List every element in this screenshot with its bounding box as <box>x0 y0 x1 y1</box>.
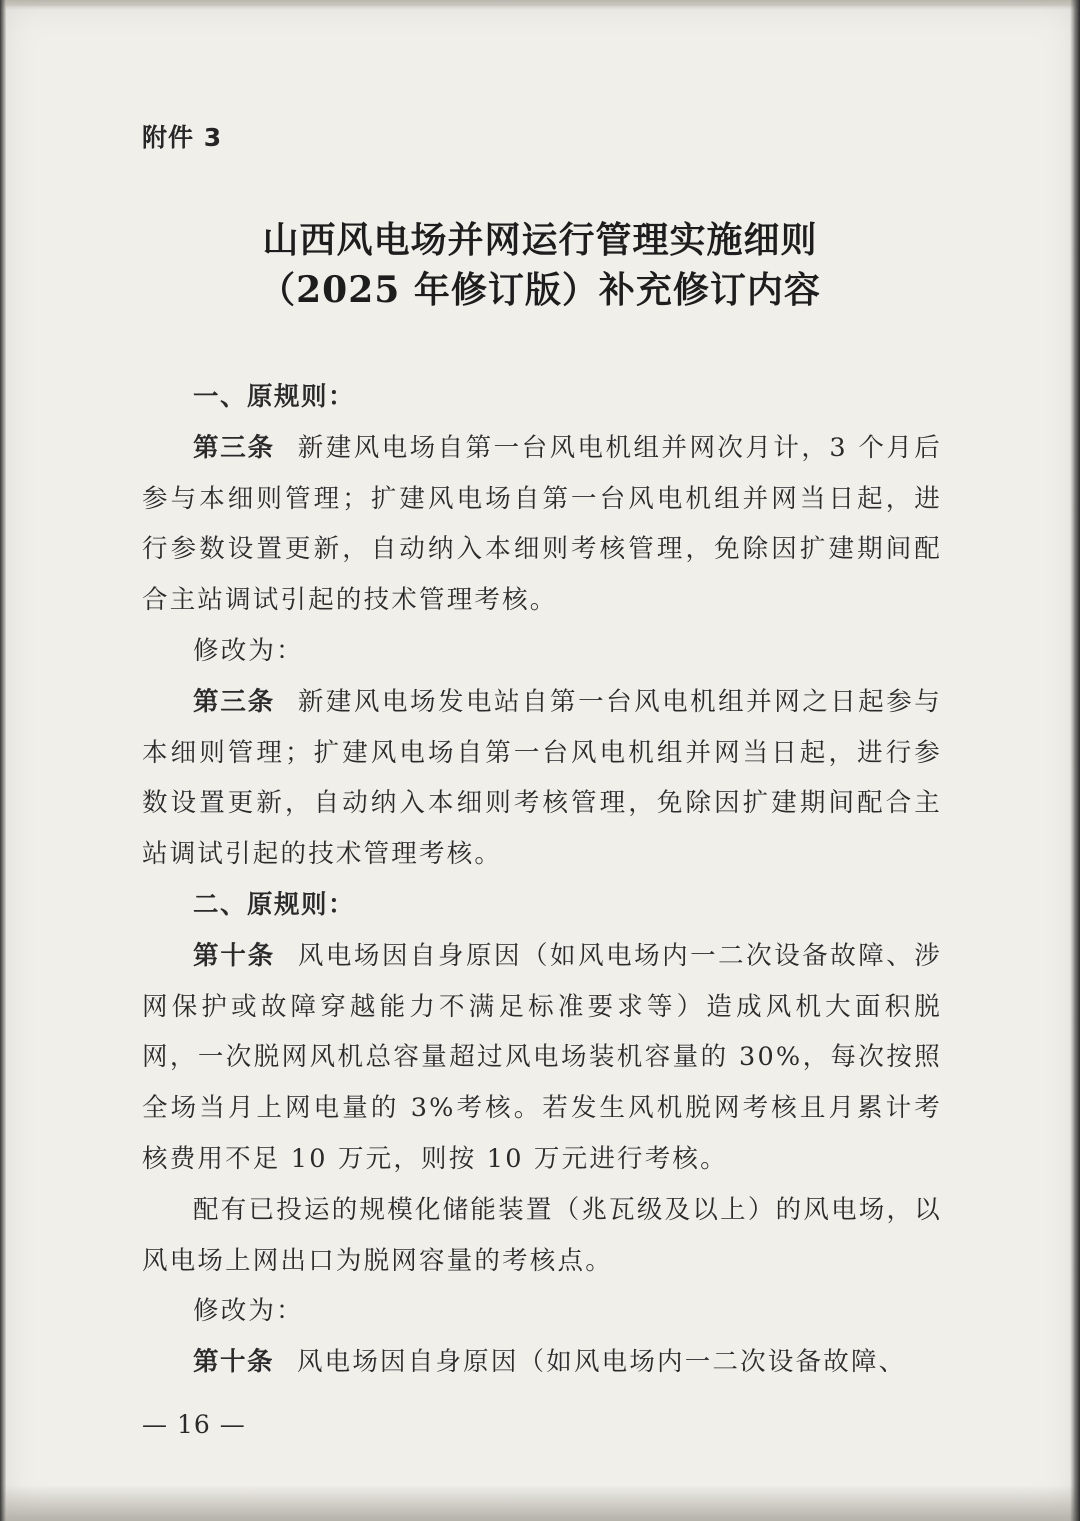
document-title-line-1: 山西风电场并网运行管理实施细则 <box>262 219 818 261</box>
original-article-paragraph <box>142 423 942 626</box>
article-text: 风电场因自身原因（如风电场内一二次设备故障、涉网保护或故障穿越能力不满足标准要求等）造成风机大面积脱网，一次脱网风机总容量超过风电场装机容量的 30%，每次按照全场当月上网电量的 3%考核。若发生风机脱网考核且月累计考核费用不足 10 万元，则按 10 万元进行考核。 <box>142 940 942 1174</box>
article-text: 新建风电场发电站自第一台风电机组并网之日起参与本细则管理；扩建风电场自第一台风电机组并网当日起，进行参数设置更新，自动纳入本细则考核管理，免除因扩建期间配合主站调试引起的技术管理考核。 <box>142 686 942 870</box>
original-article-extra-paragraph: 配有已投运的规模化储能装置（兆瓦级及以上）的风电场，以风电场上网出口为脱网容量的考核点。 <box>142 1194 942 1276</box>
revised-article-paragraph <box>142 677 942 880</box>
section-heading: 二、原规则： <box>193 889 356 920</box>
article-text: 风电场因自身原因（如风电场内一二次设备故障、 <box>296 1347 907 1378</box>
revised-article-paragraph <box>142 1337 942 1388</box>
revised-label: 修改为： <box>193 1296 304 1327</box>
article-number: 第三条 <box>193 432 275 463</box>
article-number: 第三条 <box>193 686 275 717</box>
attachment-label: 附件 3 <box>142 123 223 152</box>
article-number: 第十条 <box>193 1347 275 1378</box>
page-number: — 16 — <box>142 1410 246 1439</box>
revised-label: 修改为： <box>193 635 304 666</box>
scan-edge-bottom <box>0 1485 1080 1521</box>
scan-edge-top <box>0 0 1080 10</box>
original-article-paragraph <box>142 931 942 1185</box>
document-body <box>142 372 942 1388</box>
section-heading: 一、原规则： <box>193 382 356 412</box>
document-title-line-2: （2025 年修订版）补充修订内容 <box>259 269 821 311</box>
article-number: 第十条 <box>193 940 275 971</box>
article-text: 新建风电场自第一台风电机组并网次月计，3 个月后参与本细则管理；扩建风电场自第一台风电机组并网当日起，进行参数设置更新，自动纳入本细则考核管理，免除因扩建期间配合主站调试引起的技术管理考核。 <box>142 432 942 616</box>
